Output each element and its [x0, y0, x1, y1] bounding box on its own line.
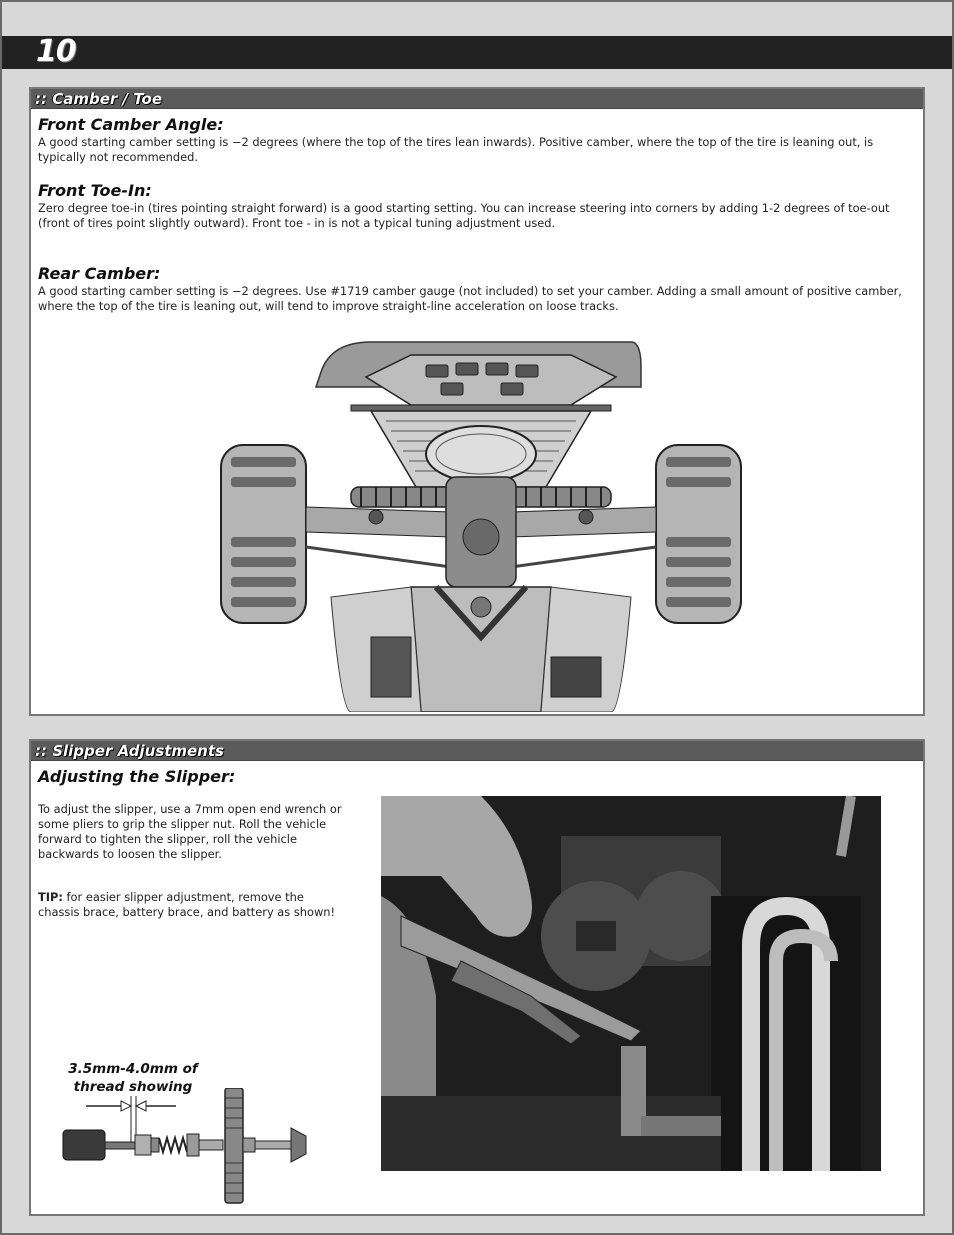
- slipper-tip: [38, 890, 348, 920]
- thread-label-line2: thread showing: [73, 1079, 193, 1095]
- slipper-instructions: To adjust the slipper, use a 7mm open end wrench or some pliers to grip the slipper nut. Roll the vehicle forward to tighten the slipper, roll the vehicle backwards to loosen the slipper.: [38, 802, 342, 861]
- section-title: :: Slipper Adjustments: [35, 742, 224, 760]
- page-number: 10: [36, 34, 76, 69]
- front-toe-heading: Front Toe-In:: [38, 181, 152, 200]
- section-title-bar: [31, 741, 923, 761]
- tip-text: for easier slipper adjustment, remove the chassis brace, battery brace, and battery as shown!: [38, 890, 336, 919]
- thread-label-line1: 3.5mm-4.0mm of: [68, 1061, 198, 1077]
- rear-camber-heading: Rear Camber:: [38, 264, 161, 283]
- section-title-bar: [31, 89, 923, 109]
- adjusting-slipper-heading: Adjusting the Slipper:: [38, 767, 236, 786]
- front-camber-text: A good starting camber setting is −2 degrees (where the top of the tires lean inwards). Positive camber, where the top of the tire is leaning out, is typically not recommended.: [38, 135, 874, 164]
- section-title: :: Camber / Toe: [35, 90, 162, 108]
- camber-toe-section: [29, 87, 925, 716]
- tip-label: TIP:: [38, 890, 63, 904]
- rear-camber-text: A good starting camber setting is −2 degrees. Use #1719 camber gauge (not included) to set your camber. Adding a small amount of positive camber, where the top of the tire is leaning out, will tend to improve straight-line acceleration on loose tracks.: [38, 284, 902, 313]
- slipper-shaft-illustration: [61, 1088, 311, 1206]
- slipper-section: [29, 739, 925, 1216]
- page-header: [2, 36, 952, 69]
- photo-rendering: [381, 796, 881, 1171]
- slipper-adjustment-photo: [381, 796, 881, 1171]
- front-camber-heading: Front Camber Angle:: [38, 115, 224, 134]
- vehicle-rear-illustration: [211, 337, 751, 712]
- front-toe-text: Zero degree toe-in (tires pointing straight forward) is a good starting setting. You can increase steering into corners by adding 1-2 degrees of toe-out (front of tires point slightly outward). Front toe - in is not a typical tuning adjustment used.: [38, 201, 890, 230]
